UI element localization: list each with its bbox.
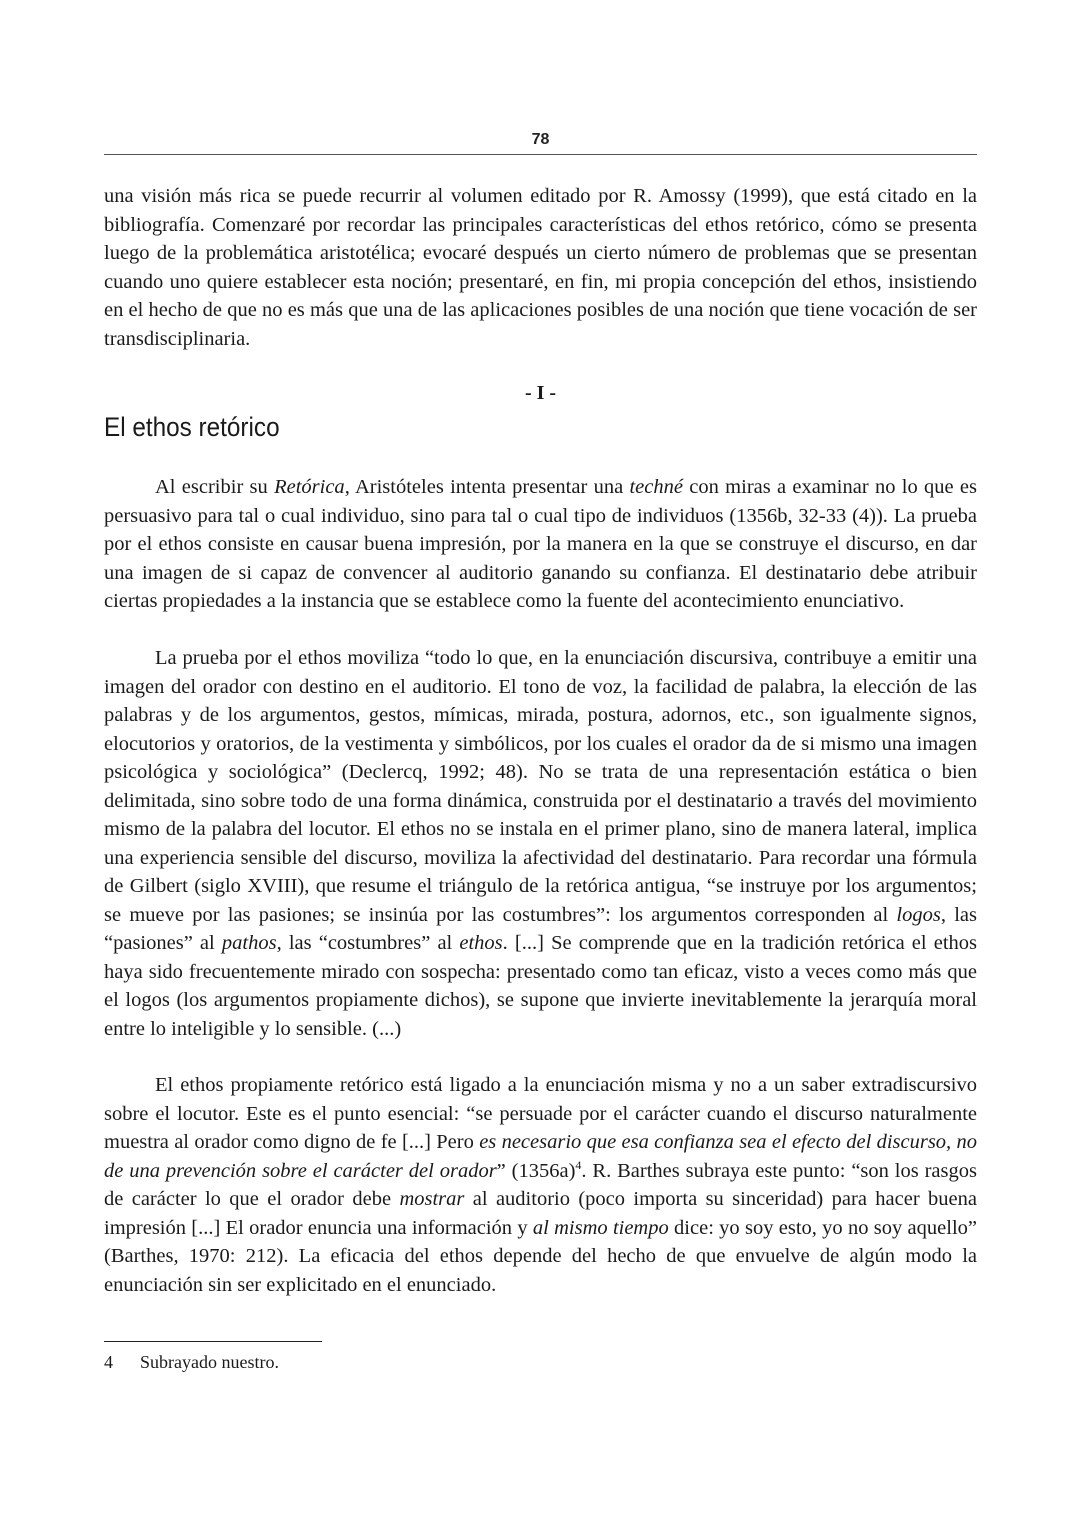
p1-text-c: , Aristóteles intenta presentar una — [344, 476, 630, 498]
p3-text-c: ” (1356a) — [496, 1159, 576, 1182]
p3-text-h: dice: yo soy esto, yo no soy aquello” (Barthes, 1970: 212). La eficacia del ethos depende del hecho de que envuelve de algún modo la enunciación sin ser explicitado en el enunciado. — [104, 1216, 977, 1296]
p1-italic-retorica: Retórica — [274, 476, 345, 498]
p3-italic-quote: es necesario que esa confianza sea el efecto del discurso, no de una prevención sobre el carácter del orador — [104, 1131, 978, 1182]
p3-text-f: al auditorio (poco importa su sinceridad) para hacer buena impresión [...] El orador enuncia una información y — [104, 1188, 978, 1239]
intro-paragraph: una visión más rica se puede recurrir al volumen editado por R. Amossy (1999), que está citado en la bibliografía. Comenzaré por recordar las principales características del ethos retórico, cómo se presenta luego de la problemática aristotélica; evocaré después un cierto número de problemas que se presentan cuando uno quiere establecer esta noción; presentaré, en fin, mi propia concepción del ethos, insistiendo en el hecho de que no es más que una de las aplicaciones posibles de una noción que tiene vocación de ser transdisciplinaria. — [104, 185, 977, 350]
p2-italic-ethos: ethos — [459, 932, 503, 954]
p1-italic-techne: techné — [629, 476, 683, 498]
footnote-rule — [104, 1341, 322, 1342]
footnote-ref[interactable]: 4 — [575, 1157, 582, 1172]
footnote-number: 4 — [104, 1352, 113, 1372]
page-number: 78 — [531, 131, 550, 148]
p2-text-e: , las “costumbres” al — [276, 932, 460, 954]
p2-text-a: La prueba por el ethos moviliza “todo lo que, en la enunciación discursiva, contribuye a emitir una imagen del orador con destino en el auditorio. El tono de voz, la facilidad de palabra, la elección de las palabras y de los argumentos, gestos, mímicas, mirada, postura, adornos, etc., son igualmente signos, elocutorios y oratorios, de la vestimenta y simbólicos, por los cuales el orador da de si mismo una imagen psicológica y sociológica” (Declercq, 1992; 48). No se trata de una representación estática o bien delimitada, sino sobre todo de una forma dinámica, construida por el destinatario a través del movimiento mismo de la palabra del locutor. El ethos no se instala en el primer plano, sino de manera lateral, implica una experiencia sensible del discurso, moviliza la afectividad del destinatario. Para recordar una fórmula de Gilbert (siglo XVIII), que resume el triángulo de la retórica antigua, “se instruye por los argumentos; se mueve por las pasiones; se insinúa por las costumbres”: los argumentos corresponden al — [104, 647, 977, 926]
footnote-text: Subrayado nuestro. — [140, 1352, 279, 1372]
p1-text-a: Al escribir su — [155, 476, 275, 498]
p1-text-e: con miras a examinar no lo que es persuasivo para tal o cual individuo, sino para tal o cual tipo de individuos (1356b, 32-33 (4)). La prueba por el ethos consiste en causar buena impresión, por la manera en la que se construye el discurso, en dar una imagen de si capaz de convencer al auditorio ganando su confianza. El destinatario debe atribuir ciertas propiedades a la instancia que se establece como la fuente del acontecimiento enunciativo. — [104, 476, 977, 612]
p3-text-a: El ethos propiamente retórico está ligado a la enunciación misma y no a un saber extradiscursivo sobre el locutor. Este es el punto esencial: “se persuade por el carácter cuando el discurso naturalmente muestra al orador como digno de fe [...] Pero — [104, 1074, 977, 1153]
p2-italic-logos: logos — [896, 903, 941, 926]
p3-italic-al-mismo-tiempo: al mismo tiempo — [532, 1216, 669, 1239]
p3-text-d: . R. Barthes subraya este punto: “son los rasgos de carácter lo que el orador debe — [104, 1159, 977, 1210]
paragraph-1 — [104, 473, 977, 616]
p3-italic-mostrar: mostrar — [399, 1188, 465, 1210]
paragraph-3 — [104, 1071, 977, 1299]
p2-text-c: , las “pasiones” al — [104, 903, 977, 954]
header-rule — [104, 154, 977, 155]
footnote — [104, 1350, 279, 1374]
p2-text-g: . [...] Se comprende que en la tradición retórica el ethos haya sido frecuentemente mirado con sospecha: presentado como tan eficaz, visto a veces como más que el logos (los argumentos propiamente dichos), se supone que invierte inevitablemente la jerarquía moral entre lo inteligible y lo sensible. (...) — [104, 932, 978, 1040]
section-title: El ethos retórico — [104, 412, 280, 442]
p2-italic-pathos: pathos — [221, 932, 277, 954]
paragraph-2 — [104, 644, 977, 1043]
section-mark: - I - — [524, 382, 557, 404]
